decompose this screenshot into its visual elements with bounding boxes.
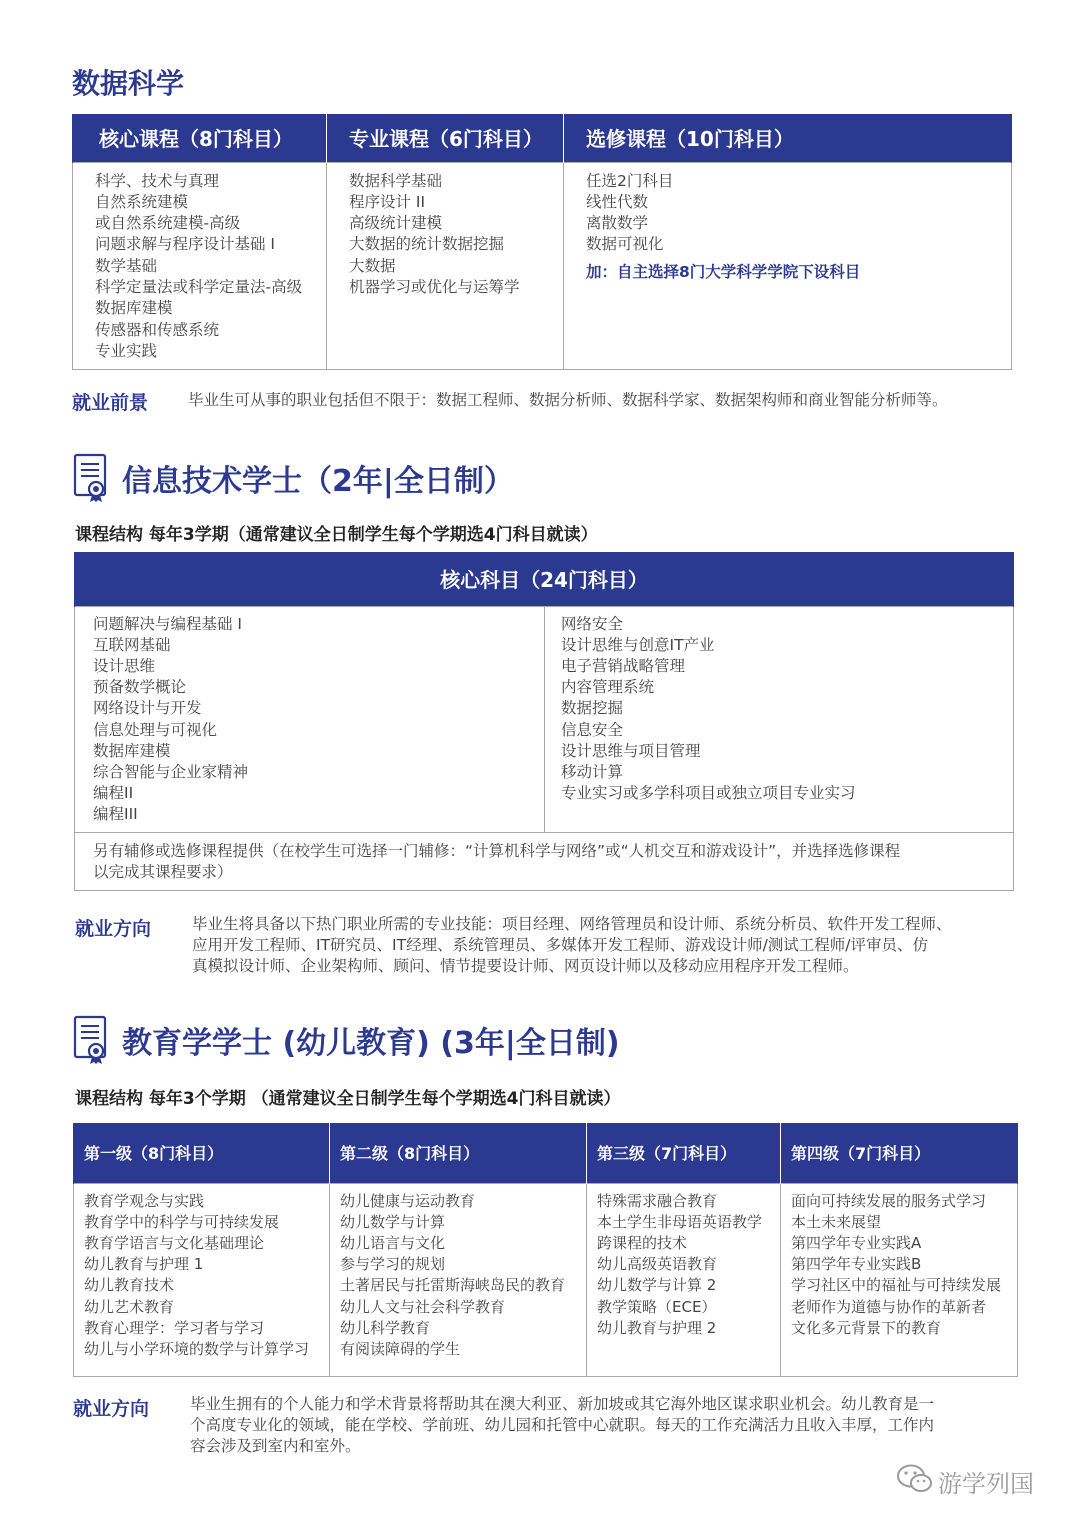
list-item: 第四学年专业实践B (791, 1255, 922, 1274)
list-item: 任选2门科目 (586, 171, 674, 190)
list-item: 教育心理学：学习者与学习 (84, 1318, 265, 1337)
list-item: 问题解决与编程基础 I (93, 614, 242, 633)
list-item: 数据库建模 (93, 741, 171, 760)
it-core-list-2 (545, 606, 1014, 832)
list-item: 文化多元背景下的教育 (791, 1318, 942, 1337)
list-item: 幼儿健康与运动教育 (340, 1191, 476, 1210)
list-item: 教育学观念与实践 (84, 1191, 205, 1210)
text-line: 毕业生拥有的个人能力和学术背景将帮助其在澳大利亚、新加坡或其它海外地区谋求职业机会。幼儿教育是一 (190, 1395, 935, 1413)
course-structure-it: 课程结构 每年3学期（通常建议全日制学生每个学期选4门科目就读） (75, 525, 598, 545)
career-label-edu: 就业方向 (73, 1398, 150, 1420)
career-text-it (192, 914, 952, 977)
career-label-ds: 就业前景 (72, 392, 149, 414)
list-item: 幼儿艺术教育 (84, 1297, 175, 1316)
edu-levels-table (73, 1123, 1018, 1377)
header-elective: 选修课程（10门科目） (564, 114, 1012, 162)
list-item: 信息处理与可视化 (93, 720, 218, 739)
list-item: 内容管理系统 (561, 678, 655, 697)
list-item: 数据可视化 (586, 235, 664, 254)
list-item: 科学定量法或科学定量法-高级 (95, 277, 303, 296)
certificate-icon (73, 1015, 109, 1065)
list-item: 互联网基础 (93, 635, 171, 654)
list-item: 大数据 (349, 256, 396, 275)
list-item: 教学策略（ECE） (597, 1297, 717, 1316)
list-item: 或自然系统建模-高级 (95, 214, 241, 233)
header-major: 专业课程（6门科目） (327, 114, 564, 162)
text-line: 另有辅修或选修课程提供（在校学生可选择一门辅修：“计算机科学与网络”或“人机交互和游戏设计”，并选择选修课程 (93, 841, 901, 860)
list-item: 程序设计 II (349, 192, 426, 211)
list-item: 机器学习或优化与运筹学 (349, 277, 520, 296)
list-item: 设计思维 (93, 656, 156, 675)
career-label-it: 就业方向 (75, 918, 152, 940)
list-item: 科学、技术与真理 (95, 171, 220, 190)
list-item: 传感器和传感系统 (95, 320, 220, 339)
elective-note: 加：自主选择8门大学科学学院下设科目 (586, 262, 861, 281)
list-item: 有阅读障碍的学生 (340, 1339, 461, 1358)
list-item: 本土未来展望 (791, 1212, 882, 1231)
list-item: 面向可持续发展的服务式学习 (791, 1191, 987, 1210)
list-item: 第四学年专业实践A (791, 1233, 922, 1252)
level-2-list (330, 1183, 587, 1376)
list-item: 特殊需求融合教育 (597, 1191, 718, 1210)
list-item: 电子营销战略管理 (561, 656, 686, 675)
list-item: 教育学语言与文化基础理论 (84, 1233, 265, 1252)
list-item: 幼儿数学与计算 2 (597, 1276, 717, 1295)
program-title-edu: 教育学学士 (幼儿教育) (3年|全日制) (122, 1026, 620, 1061)
list-item: 自然系统建模 (95, 192, 189, 211)
data-science-table (72, 114, 1012, 370)
level-4-list (781, 1183, 1018, 1376)
it-minor-note (75, 832, 1014, 890)
it-core-list-1 (75, 606, 545, 832)
list-item: 老师作为道德与协作的革新者 (791, 1297, 987, 1316)
list-item: 幼儿教育技术 (84, 1276, 175, 1295)
list-item: 大数据的统计数据挖掘 (349, 235, 505, 254)
level-3-list (587, 1183, 781, 1376)
list-item: 专业实践 (95, 341, 158, 360)
list-item: 预备数学概论 (93, 678, 187, 697)
list-item: 跨课程的技术 (597, 1233, 688, 1252)
list-item: 信息安全 (561, 720, 624, 739)
list-item: 数据库建模 (95, 299, 173, 318)
program-title-it: 信息技术学士（2年|全日制） (122, 464, 514, 499)
list-item: 专业实习或多学科项目或独立项目专业实习 (561, 784, 856, 803)
career-text-edu (190, 1394, 934, 1457)
list-item: 幼儿教育与护理 1 (84, 1255, 204, 1274)
header-it-core: 核心科目（24门科目） (75, 552, 1014, 606)
list-item: 教育学中的科学与可持续发展 (84, 1212, 280, 1231)
career-text-ds: 毕业生可从事的职业包括但不限于：数据工程师、数据分析师、数据科学家、数据架构师和商业智能分析师等。 (188, 391, 948, 409)
text-line: 容会涉及到室内和室外。 (190, 1437, 361, 1455)
text-line: 以完成其课程要求） (93, 862, 233, 881)
list-item: 离散数学 (586, 214, 649, 233)
list-item: 设计思维与创意IT产业 (561, 635, 715, 654)
header-level-4: 第四级（7门科目） (781, 1123, 1018, 1183)
section-title-data-science: 数据科学 (72, 67, 185, 100)
list-item: 幼儿人文与社会科学教育 (340, 1297, 506, 1316)
list-item: 幼儿语言与文化 (340, 1233, 446, 1252)
core-list (73, 162, 327, 369)
list-item: 线性代数 (586, 192, 649, 211)
header-level-3: 第三级（7门科目） (587, 1123, 781, 1183)
list-item: 网络安全 (561, 614, 624, 633)
list-item: 幼儿教育与护理 2 (597, 1318, 717, 1337)
list-item: 编程III (93, 805, 138, 824)
certificate-icon (73, 453, 109, 503)
list-item: 本土学生非母语英语教学 (597, 1212, 763, 1231)
header-level-1: 第一级（8门科目） (74, 1123, 330, 1183)
it-core-table (74, 552, 1014, 891)
list-item: 幼儿数学与计算 (340, 1212, 446, 1231)
header-level-2: 第二级（8门科目） (330, 1123, 587, 1183)
list-item: 问题求解与程序设计基础 I (95, 235, 275, 254)
list-item: 学习社区中的福祉与可持续发展 (791, 1276, 1002, 1295)
text-line: 毕业生将具备以下热门职业所需的专业技能：项目经理、网络管理员和设计师、系统分析员、软件开发工程师、 (192, 915, 952, 933)
list-item: 综合智能与企业家精神 (93, 762, 249, 781)
text-line: 应用开发工程师、IT研究员、IT经理、系统管理员、多媒体开发工程师、游戏设计师/测试工程师/评审员、仿 (192, 936, 929, 954)
list-item: 参与学习的规划 (340, 1255, 446, 1274)
list-item: 数据科学基础 (349, 171, 443, 190)
level-1-list (74, 1183, 330, 1376)
course-structure-edu: 课程结构 每年3个学期 （通常建议全日制学生每个学期选4门科目就读） (75, 1089, 621, 1109)
list-item: 网络设计与开发 (93, 699, 202, 718)
header-core: 核心课程（8门科目） (73, 114, 327, 162)
list-item: 土著居民与托雷斯海峡岛民的教育 (340, 1276, 566, 1295)
text-line: 个高度专业化的领域，能在学校、学前班、幼儿园和托管中心就职。每天的工作充满活力且收入丰厚，工作内 (190, 1416, 935, 1434)
list-item: 高级统计建模 (349, 214, 443, 233)
list-item: 幼儿与小学环境的数学与计算学习 (84, 1339, 310, 1358)
list-item: 幼儿高级英语教育 (597, 1255, 718, 1274)
wechat-icon (896, 1463, 934, 1495)
list-item: 数据挖掘 (561, 699, 624, 718)
watermark-text: 游学列国 (938, 1470, 1034, 1498)
list-item: 设计思维与项目管理 (561, 741, 701, 760)
major-list (327, 162, 564, 369)
list-item: 编程II (93, 784, 134, 803)
list-item: 数学基础 (95, 256, 158, 275)
text-line: 真模拟设计师、企业架构师、顾问、情节提要设计师、网页设计师以及移动应用程序开发工程师。 (192, 957, 859, 975)
elective-list (564, 162, 1012, 369)
list-item: 移动计算 (561, 762, 624, 781)
list-item: 幼儿科学教育 (340, 1318, 431, 1337)
